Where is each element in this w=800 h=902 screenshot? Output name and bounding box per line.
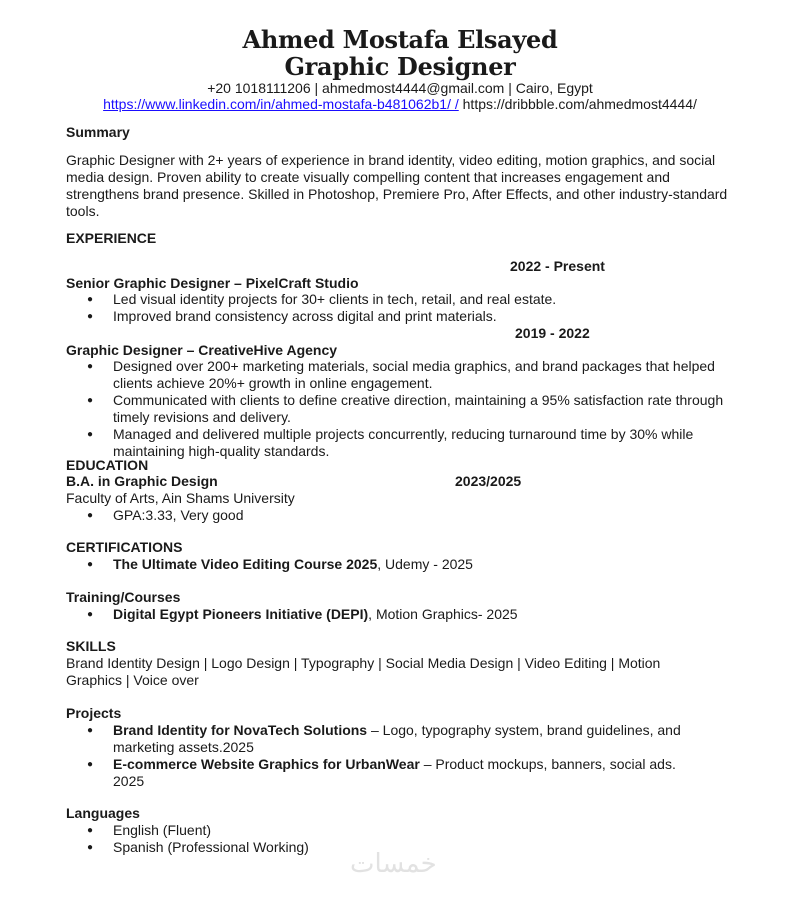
list-item: ● English (Fluent) [66,822,736,839]
job-dates: 2022 - Present [510,258,605,274]
watermark-logo: خمسات [350,849,437,879]
training-list [66,606,736,623]
course-name: Digital Egypt Pioneers Initiative (DEPI) [113,606,369,622]
job-title: Senior Graphic Designer – PixelCraft Studio [66,275,359,291]
list-item: ● GPA:3.33, Very good [66,507,736,524]
experience-heading: EXPERIENCE [66,230,157,246]
project-detail: – Logo, typography system, brand guidelines, and marketing assets.2025 [113,722,681,755]
education-dates: 2023/2025 [455,473,522,489]
list-item [66,756,706,790]
skills-heading: SKILLS [66,638,116,654]
candidate-name: Ahmed Mostafa Elsayed [242,25,558,54]
list-item: ● Managed and delivered multiple projects concurrently, reducing turnaround time by 30% while maintaining high-quality standards. [66,426,726,460]
job-bullets [66,358,726,460]
summary-text: Graphic Designer with 2+ years of experience in brand identity, video editing, motion graphics, and social media design. Proven ability to create visually compelling content that increases engagement and strengthens brand presence. Skilled in Photoshop, Premiere Pro, After Effects, and other industry-standard tools. [66,152,728,219]
list-item: ● Communicated with clients to define creative direction, maintaining a 95% satisfaction rate through timely revisions and delivery. [66,392,726,426]
list-item: ● Designed over 200+ marketing materials, social media graphics, and brand packages that helped clients achieve 20%+ growth in online engagement. [66,358,726,392]
degree: B.A. in Graphic Design [66,473,218,489]
projects-heading: Projects [66,705,122,721]
list-item: ● Spanish (Professional Working) [66,839,736,856]
course-detail: , Motion Graphics- 2025 [368,606,518,622]
cert-name: The Ultimate Video Editing Course 2025 [113,556,378,572]
cert-detail: , Udemy - 2025 [377,556,473,572]
list-item [66,606,736,623]
training-heading: Training/Courses [66,589,181,605]
job-title: Graphic Designer – CreativeHive Agency [66,342,338,358]
contact-line: +20 1018111206 | ahmedmost4444@gmail.com | Cairo, Egypt [207,80,593,96]
linkedin-link[interactable]: https://www.linkedin.com/in/ahmed-mostafa-b481062b1/ / [103,96,459,112]
list-item: ● Improved brand consistency across digital and print materials. [66,308,736,325]
list-item: ● Led visual identity projects for 30+ clients in tech, retail, and real estate. [66,291,736,308]
school: Faculty of Arts, Ain Shams University [66,490,295,506]
list-item [66,722,706,756]
education-heading: EDUCATION [66,457,149,473]
projects-list [66,722,706,790]
certifications-heading: CERTIFICATIONS [66,539,183,555]
project-name: Brand Identity for NovaTech Solutions [113,722,368,738]
list-item [66,556,736,573]
summary-heading: Summary [66,124,130,140]
skills-text: Brand Identity Design | Logo Design | Typography | Social Media Design | Video Editing | Motion Graphics | Voice over [66,655,661,688]
certifications-list [66,556,736,573]
languages-heading: Languages [66,805,140,821]
links-line [0,96,800,113]
job-dates: 2019 - 2022 [515,325,590,341]
dribbble-link[interactable]: https://dribbble.com/ahmedmost4444/ [462,96,697,112]
education-bullets [66,507,736,524]
project-name: E-commerce Website Graphics for UrbanWear [113,756,420,772]
project-detail: – Product mockups, banners, social ads. 2025 [113,756,676,789]
job-title: Graphic Designer [284,52,516,81]
job-bullets [66,291,736,325]
